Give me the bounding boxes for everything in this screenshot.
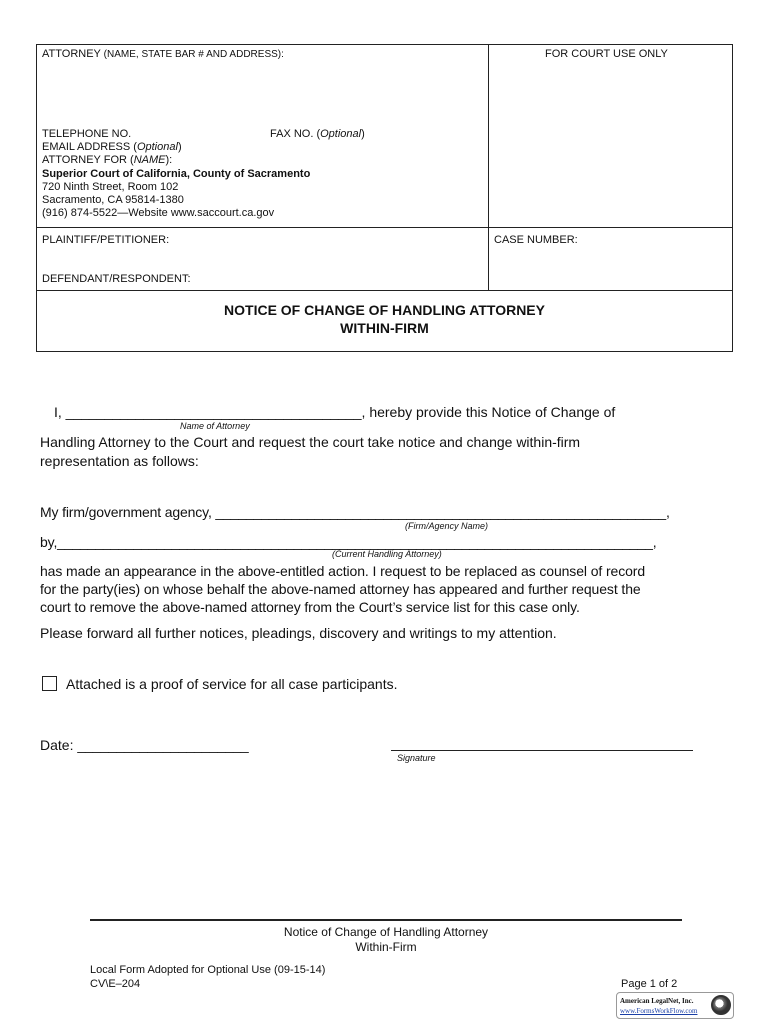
vendor-url[interactable]: www.FormsWorkFlow.com xyxy=(620,1007,698,1015)
form-title-line1: NOTICE OF CHANGE OF HANDLING ATTORNEY xyxy=(224,302,545,318)
proof-of-service-checkbox[interactable] xyxy=(42,676,57,691)
vendor-stamp xyxy=(616,992,734,1019)
firm-line: My firm/government agency, ___________________________________________________________, xyxy=(40,504,670,520)
current-attorney-caption: (Current Handling Attorney) xyxy=(332,549,442,559)
footer-title1: Notice of Change of Handling Attorney xyxy=(283,925,489,939)
form-title-line2: WITHIN-FIRM xyxy=(340,320,429,336)
court-street: 720 Ninth Street, Room 102 xyxy=(42,181,179,193)
case-number-label: CASE NUMBER: xyxy=(494,234,578,246)
defendant-label: DEFENDANT/RESPONDENT: xyxy=(42,273,191,285)
proof-of-service-label: Attached is a proof of service for all case participants. xyxy=(66,676,398,692)
email-label: EMAIL ADDRESS (Optional) xyxy=(42,141,182,153)
caption-bottom-border xyxy=(36,351,733,352)
notice-line1: I, ______________________________________, hereby provide this Notice of Change of xyxy=(54,404,616,420)
by-line: by,______________________________________________________________________________, xyxy=(40,534,657,550)
signature-line[interactable] xyxy=(391,750,693,751)
adopted-text: Local Form Adopted for Optional Use (09-15-14) xyxy=(90,964,326,976)
plaintiff-label: PLAINTIFF/PETITIONER: xyxy=(42,234,170,246)
court-name: Superior Court of California, County of Sacramento xyxy=(42,168,311,180)
court-city: Sacramento, CA 95814-1380 xyxy=(42,194,184,206)
vendor-name: American LegalNet, Inc. xyxy=(620,997,694,1005)
request-line1: has made an appearance in the above-entitled action. I request to be replaced as counsel of record xyxy=(40,563,646,579)
signature-caption: Signature xyxy=(397,753,436,763)
telephone-label: TELEPHONE NO. xyxy=(42,128,132,140)
footer-title2: Within-Firm xyxy=(355,940,417,954)
notice-line2: Handling Attorney to the Court and request the court take notice and change within-firm xyxy=(40,434,581,450)
attorney-for-label: ATTORNEY FOR (NAME): xyxy=(42,154,173,166)
caption-divider-vertical xyxy=(488,44,489,290)
court-use-label: FOR COURT USE ONLY xyxy=(545,48,668,60)
firm-agency-caption: (Firm/Agency Name) xyxy=(405,521,489,531)
footer-rule xyxy=(90,919,682,921)
forward-notices-text: Please forward all further notices, pleadings, discovery and writings to my attention. xyxy=(40,625,557,641)
court-phone: (916) 874-5522—Website www.saccourt.ca.gov xyxy=(42,207,275,219)
caption-top-border xyxy=(36,44,733,45)
form-number: CV\E–204 xyxy=(90,978,141,990)
request-line3: court to remove the above-named attorney from the Court’s service list for this case only. xyxy=(40,599,580,615)
fax-label: FAX NO. (Optional) xyxy=(270,128,365,140)
page-number: Page 1 of 2 xyxy=(621,978,678,990)
attorney-label: ATTORNEY (NAME, STATE BAR # AND ADDRESS): xyxy=(42,48,284,60)
caption-divider-court xyxy=(36,227,733,228)
notice-line3: representation as follows: xyxy=(40,453,199,469)
request-line2: for the party(ies) on whose behalf the above-named attorney has appeared and further request the xyxy=(40,581,641,597)
caption-divider-parties xyxy=(36,290,733,291)
vendor-logo-icon xyxy=(711,995,731,1015)
date-field[interactable]: Date: ______________________ xyxy=(40,737,249,753)
name-of-attorney-caption: Name of Attorney xyxy=(180,421,250,431)
